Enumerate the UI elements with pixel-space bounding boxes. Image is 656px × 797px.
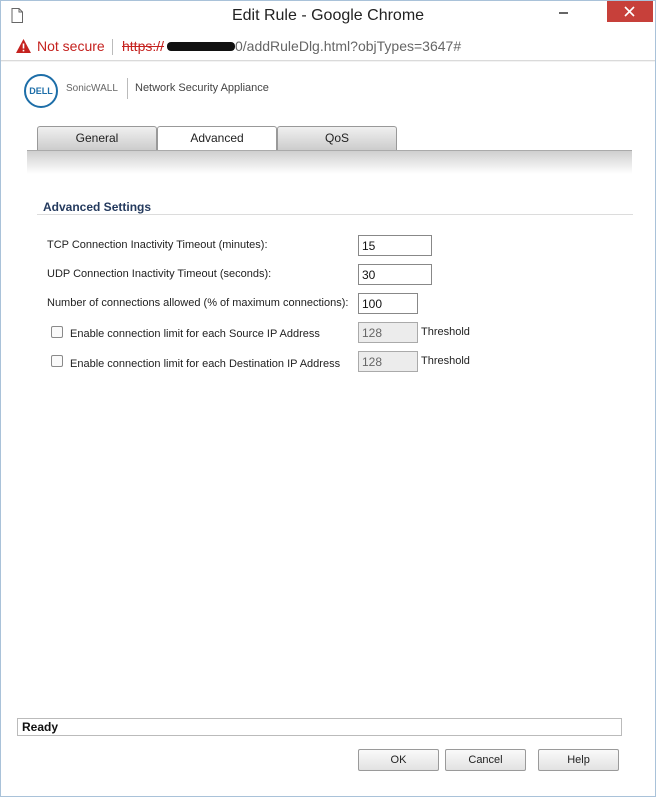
ok-button[interactable]: OK xyxy=(358,749,439,771)
brand-name: SonicWALL xyxy=(66,83,118,94)
redacted-host xyxy=(167,42,235,51)
close-button[interactable] xyxy=(607,1,653,22)
help-button[interactable]: Help xyxy=(538,749,619,771)
security-status[interactable]: Not secure xyxy=(37,38,105,54)
source-ip-limit-checkbox[interactable] xyxy=(51,326,63,338)
dialog-page xyxy=(1,62,655,796)
minimize-icon xyxy=(549,1,577,23)
tcp-timeout-input[interactable] xyxy=(358,235,432,256)
header-separator xyxy=(127,78,128,99)
dell-logo: DELL xyxy=(24,74,58,108)
source-ip-threshold-input[interactable] xyxy=(358,322,418,343)
tab-content-header xyxy=(27,150,632,174)
minimize-button[interactable] xyxy=(549,1,577,23)
tab-advanced[interactable]: Advanced xyxy=(157,126,277,154)
tcp-timeout-label: TCP Connection Inactivity Timeout (minutes): xyxy=(47,239,268,251)
connections-allowed-label: Number of connections allowed (% of maximum connections): xyxy=(47,297,349,309)
destination-ip-threshold-input[interactable] xyxy=(358,351,418,372)
section-title: Advanced Settings xyxy=(43,200,152,214)
destination-ip-limit-label: Enable connection limit for each Destination IP Address xyxy=(70,358,341,370)
tab-general[interactable]: General xyxy=(37,126,157,152)
close-icon xyxy=(607,1,653,22)
url-path: 0/addRuleDlg.html?objTypes=3647# xyxy=(235,38,462,54)
udp-timeout-input[interactable] xyxy=(358,264,432,285)
url-scheme: https:// xyxy=(122,38,165,54)
title-bar xyxy=(1,1,655,33)
status-bar xyxy=(17,718,622,736)
cancel-button[interactable]: Cancel xyxy=(445,749,526,771)
destination-threshold-label: Threshold xyxy=(421,355,470,367)
destination-ip-limit-checkbox[interactable] xyxy=(51,355,63,367)
source-threshold-label: Threshold xyxy=(421,326,470,338)
window-title: Edit Rule - Google Chrome xyxy=(231,7,425,24)
source-ip-limit-label: Enable connection limit for each Source IP Address xyxy=(70,328,320,340)
address-separator xyxy=(112,39,113,55)
status-text: Ready xyxy=(22,720,59,734)
section-divider xyxy=(37,214,633,215)
address-bar[interactable] xyxy=(1,33,655,61)
udp-timeout-label: UDP Connection Inactivity Timeout (seconds): xyxy=(47,268,272,280)
warning-triangle-icon xyxy=(15,38,32,54)
connections-allowed-input[interactable] xyxy=(358,293,418,314)
product-name: Network Security Appliance xyxy=(135,82,269,94)
tab-qos[interactable]: QoS xyxy=(277,126,397,152)
